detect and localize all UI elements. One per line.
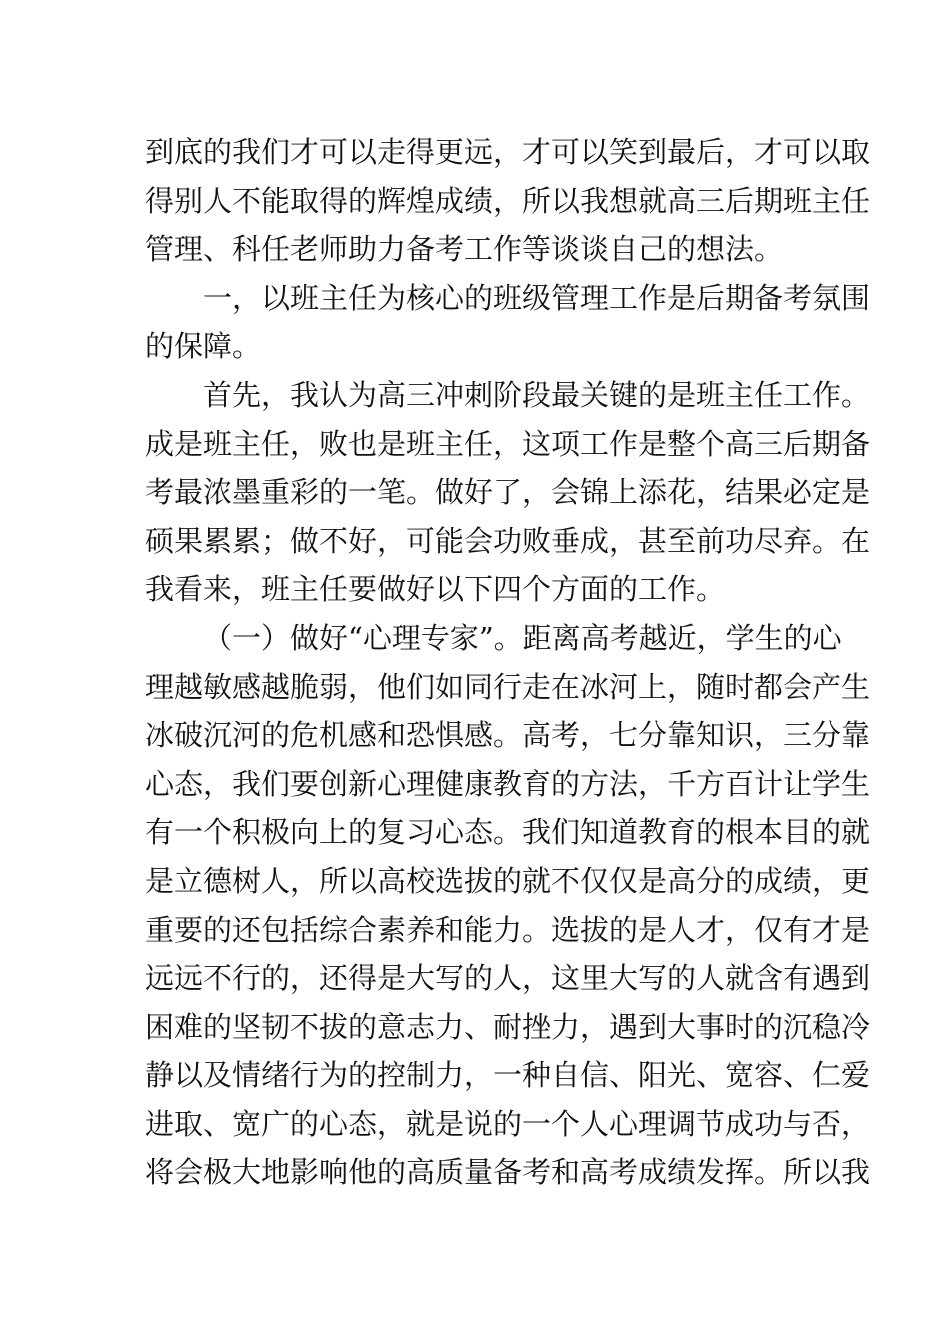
text-line: 远远不行的，还得是大写的人，这里大写的人就含有遇到 <box>145 961 871 996</box>
text-line: 冰破沉河的危机感和恐惧感。高考，七分靠知识，三分靠 <box>145 718 871 753</box>
text-line: 理越敏感越脆弱，他们如同行走在冰河上，随时都会产生 <box>145 669 871 704</box>
text-line: 重要的还包括综合素养和能力。选拔的是人才，仅有才是 <box>145 912 871 947</box>
text-line: 有一个积极向上的复习心态。我们知道教育的根本目的就 <box>145 815 871 850</box>
text-line: 是立德树人，所以高校选拔的就不仅仅是高分的成绩，更 <box>145 863 871 898</box>
paragraph-first-line: 首先，我认为高三冲刺阶段最关键的是班主任工作。 <box>203 377 871 412</box>
text-line: 成是班主任，败也是班主任，这项工作是整个高三后期备 <box>145 426 871 461</box>
text-line: 困难的坚韧不拔的意志力、耐挫力，遇到大事时的沉稳冷 <box>145 1009 871 1044</box>
text-line: 到底的我们才可以走得更远，才可以笑到最后，才可以取 <box>145 135 871 169</box>
text-line: 得别人不能取得的辉煌成绩，所以我想就高三后期班主任 <box>145 183 871 218</box>
text-line: 静以及情绪行为的控制力，一种自信、阳光、宽容、仁爱 <box>145 1058 871 1093</box>
text-line: 将会极大地影响他的高质量备考和高考成绩发挥。所以我 <box>145 1155 871 1190</box>
text-line: 考最浓墨重彩的一笔。做好了，会锦上添花，结果必定是 <box>145 475 871 510</box>
section-heading-line: 一，以班主任为核心的班级管理工作是后期备考氛围 <box>203 280 871 315</box>
text-line: 进取、宽广的心态，就是说的一个人心理调节成功与否， <box>145 1106 871 1141</box>
text-line: 硕果累累；做不好，可能会功败垂成，甚至前功尽弃。在 <box>145 523 871 558</box>
text-line: 我看来，班主任要做好以下四个方面的工作。 <box>145 572 726 607</box>
text-line: 心态，我们要创新心理健康教育的方法，千方百计让学生 <box>145 766 871 801</box>
section-heading-line: 的保障。 <box>145 329 262 364</box>
subsection-line: （一）做好“心理专家”。距离高考越近，学生的心 <box>203 620 842 655</box>
text-line: 管理、科任老师助力备考工作等谈谈自己的想法。 <box>145 232 784 267</box>
body-text <box>145 128 871 1197</box>
